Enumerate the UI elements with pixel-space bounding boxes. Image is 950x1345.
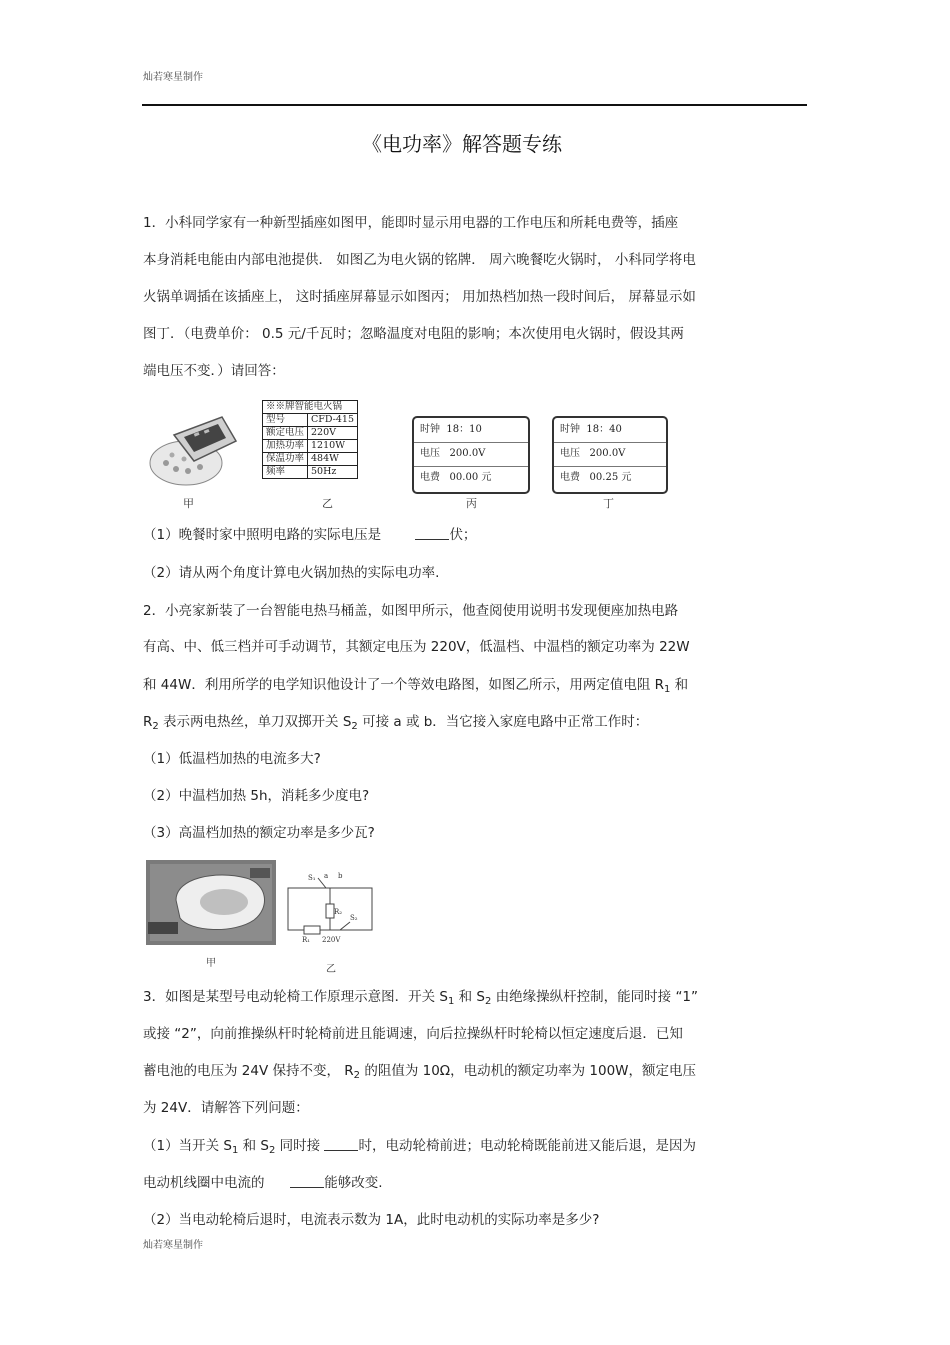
q2-line-4-text: 表示两电热丝，单刀双掷开关 S — [158, 714, 352, 730]
q2-line-4 — [143, 713, 648, 736]
voltage-label: 电压 — [560, 448, 580, 459]
page-footer: 灿若寒星制作 — [143, 1240, 203, 1251]
q2-sub-2: （2）中温档加热 5h，消耗多少度电? — [143, 788, 370, 804]
s2-label: S₂ — [350, 914, 358, 922]
nameplate-value: 484W — [308, 453, 358, 466]
figure-caption: 丙 — [466, 497, 477, 510]
nameplate-key: 加热功率 — [263, 440, 308, 453]
subscript: 2 — [351, 721, 358, 732]
answer-blank — [324, 1138, 358, 1151]
page-title: 《电功率》解答题专练 — [362, 132, 562, 156]
q3-line-4: 为 24V．请解答下列问题： — [143, 1100, 309, 1116]
subscript: 1 — [447, 996, 455, 1007]
q1-sub-1 — [143, 526, 476, 544]
table-row — [263, 466, 358, 479]
nameplate-value: 50Hz — [308, 466, 358, 479]
q2-line-3-text: 和 44W．利用所学的电学知识他设计了一个等效电路图，如图乙所示，用两定值电阻 R — [143, 677, 664, 693]
subscript: 1 — [231, 1145, 239, 1156]
clock-label: 时钟 — [420, 424, 440, 435]
q3-sub-1-mid: 和 S — [238, 1138, 269, 1154]
voltage-value: 200.0V — [449, 448, 486, 459]
q1-line-4: 图丁．（电费单价： 0.5 元/千瓦时；忽略温度对电阻的影响；本次使用电火锅时，假设其两 — [143, 326, 684, 342]
toilet-seat-photo — [146, 860, 276, 945]
q3-sub-1 — [143, 1137, 696, 1160]
nameplate-value: 1210W — [308, 440, 358, 453]
q2-line-1: 2．小亮家新装了一台智能电热马桶盖，如图甲所示，他查阅使用说明书发现便座加热电路 — [143, 603, 679, 619]
fee-value: 00.25 元 — [589, 472, 632, 483]
a-label: a — [324, 872, 329, 880]
q1-sub-1-text: （1）晚餐时家中照明电路的实际电压是 — [143, 527, 382, 543]
figure-caption: 乙 — [326, 964, 336, 975]
table-row — [263, 440, 358, 453]
display-bing — [412, 416, 530, 494]
nameplate-title: ※※牌智能电火锅 — [263, 401, 358, 414]
subscript: 2 — [268, 1145, 276, 1156]
q3-line-1 — [143, 988, 698, 1011]
clock-value: 18：40 — [586, 424, 622, 435]
q3-sub-1-connect: 同时接 — [275, 1138, 321, 1154]
r2-label: R₂ — [334, 908, 343, 916]
figure-caption: 甲 — [206, 958, 216, 969]
figure-caption: 乙 — [322, 497, 333, 510]
q3-line-3-tail: 的阻值为 10Ω，电动机的额定功率为 100W，额定电压 — [360, 1063, 697, 1079]
nameplate-key: 型号 — [263, 414, 308, 427]
q2-line-2: 有高、中、低三档并可手动调节，其额定电压为 220V，低温档、中温档的额定功率为 22W — [143, 639, 690, 655]
header-rule — [142, 104, 807, 106]
figure-caption: 甲 — [183, 497, 194, 510]
voltage-label: 220V — [322, 936, 341, 944]
fee-label: 电费 — [560, 472, 580, 483]
q2-sub-1: （1）低温档加热的电流多大? — [143, 751, 321, 767]
q1-line-2: 本身消耗电能由内部电池提供． 如图乙为电火锅的铭牌． 周六晚餐吃火锅时， 小科同学将电 — [143, 252, 696, 268]
q3-line-1-mid: 和 S — [454, 989, 485, 1005]
nameplate-value: 220V — [308, 427, 358, 440]
q3-line-1-tail: 由绝缘操纵杆控制，能同时接 “1” — [491, 989, 699, 1005]
q3-line-3-text: 蓄电池的电压为 24V 保持不变， R — [143, 1063, 354, 1079]
heating-circuit-diagram — [282, 868, 378, 948]
q2-sub-3: （3）高温档加热的额定功率是多少瓦? — [143, 825, 375, 841]
q2-line-4-r: R — [143, 714, 153, 730]
q1-line-1: 1．小科同学家有一种新型插座如图甲，能即时显示用电器的工作电压和所耗电费等，插座 — [143, 215, 679, 231]
q1-line-3: 火锅单调插在该插座上， 这时插座屏幕显示如图丙； 用加热档加热一段时间后， 屏幕显示如 — [143, 289, 696, 305]
page-header: 灿若寒星制作 — [143, 72, 203, 83]
q3-line-2: 或接 “2”，向前推操纵杆时轮椅前进且能调速，向后拉操纵杆时轮椅以恒定速度后退．已知 — [143, 1026, 683, 1042]
nameplate-key: 额定电压 — [263, 427, 308, 440]
answer-blank — [290, 1175, 324, 1188]
q1-line-5: 端电压不变．）请回答： — [143, 363, 285, 379]
q3-sub-1-text: （1）当开关 S — [143, 1138, 232, 1154]
fee-label: 电费 — [420, 472, 440, 483]
q2-line-3-tail: 和 — [670, 677, 689, 693]
voltage-label: 电压 — [420, 448, 440, 459]
fee-value: 00.00 元 — [449, 472, 492, 483]
subscript: 2 — [484, 996, 492, 1007]
q3-line-3 — [143, 1062, 696, 1085]
table-row — [263, 427, 358, 440]
answer-blank — [415, 527, 449, 540]
r1-label: R₁ — [302, 936, 311, 944]
subscript: 2 — [152, 721, 159, 732]
subscript: 1 — [664, 684, 671, 695]
q3-sub-1-tail: 时，电动轮椅前进；电动轮椅既能前进又能后退，是因为 — [358, 1138, 696, 1154]
q3-line-1-text: 3．如图是某型号电动轮椅工作原理示意图．开关 S — [143, 989, 448, 1005]
nameplate-value: CFD-415 — [308, 414, 358, 427]
table-row — [263, 414, 358, 427]
nameplate-table — [262, 400, 358, 479]
q3-sub-1-line-2-text: 电动机线圈中电流的 — [143, 1175, 265, 1191]
display-ding — [552, 416, 668, 494]
nameplate-key: 频率 — [263, 466, 308, 479]
s1-label: S₁ — [308, 874, 316, 882]
q1-sub-1-unit: 伏； — [449, 527, 477, 543]
clock-label: 时钟 — [560, 424, 580, 435]
q3-sub-1-line-2-tail: 能够改变. — [324, 1175, 383, 1191]
b-label: b — [338, 872, 343, 880]
voltage-value: 200.0V — [589, 448, 626, 459]
nameplate-key: 保温功率 — [263, 453, 308, 466]
q1-sub-2: （2）请从两个角度计算电火锅加热的实际电功率. — [143, 565, 440, 581]
q3-sub-2: （2）当电动轮椅后退时，电流表示数为 1A，此时电动机的实际功率是多少? — [143, 1212, 600, 1228]
q3-sub-1-line-2 — [143, 1174, 383, 1192]
q2-line-3 — [143, 676, 688, 699]
smart-socket-figure — [144, 405, 244, 495]
figure-caption: 丁 — [603, 497, 614, 510]
clock-value: 18：10 — [446, 424, 482, 435]
q2-line-4-tail: 可接 a 或 b．当它接入家庭电路中正常工作时： — [357, 714, 649, 730]
subscript: 2 — [353, 1070, 361, 1081]
table-row — [263, 453, 358, 466]
